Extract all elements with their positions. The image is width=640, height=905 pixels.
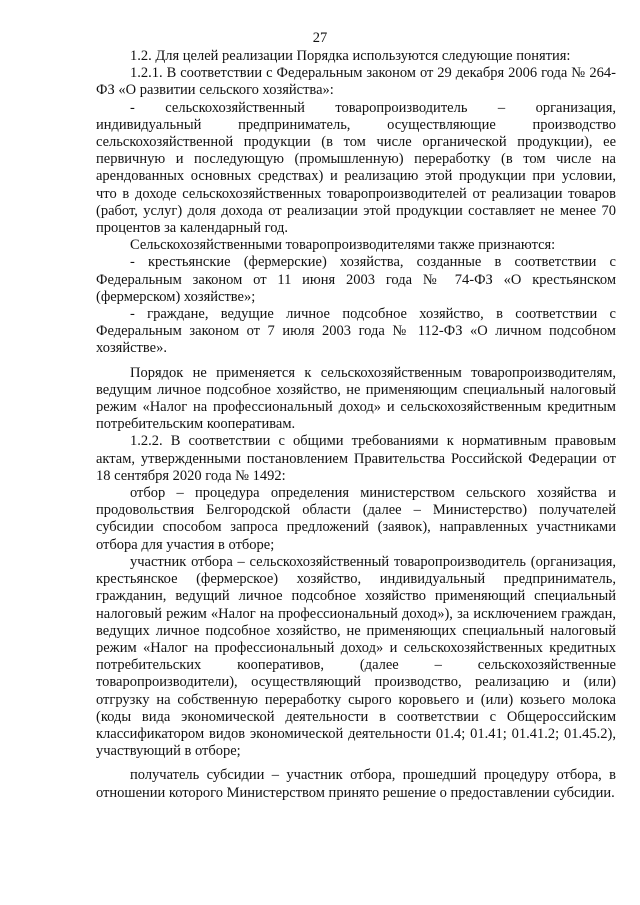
paragraph: 1.2.1. В соответствии с Федеральным законом от 29 декабря 2006 года № 264-ФЗ «О развитии сельского хозяйства»: — [96, 65, 616, 99]
document-body — [96, 48, 616, 802]
paragraph: 1.2.2. В соответствии с общими требованиями к нормативным правовым актам, утвержденными постановлением Правительства Российской Федерации от 18 сентября 2020 года № 1492: — [96, 433, 616, 484]
paragraph: отбор – процедура определения министерством сельского хозяйства и продовольствия Белгородской области (далее – Министерство) получателей субсидии способом запроса предложений (заявок), направленных участниками отбора для участия в отборе; — [96, 485, 616, 553]
paragraph: получатель субсидии – участник отбора, прошедший процедуру отбора, в отношении которого Министерством принято решение о предоставлении субсидии. — [96, 767, 616, 801]
paragraph: Сельскохозяйственными товаропроизводителями также признаются: — [130, 237, 556, 254]
paragraph: 1.2. Для целей реализации Порядка используются следующие понятия: — [130, 48, 571, 64]
page-number: 27 — [312, 30, 328, 46]
paragraph: участник отбора – сельскохозяйственный товаропроизводитель (организация, крестьянское (фермерское) хозяйство, индивидуальный предприниматель, гражданин, ведущий личное подсобное хозяйство применяющий специальный налоговый режим «Налог на профессиональный доход»), за исключением граждан, ведущих личное подсобное хозяйство, не применяющих специальный налоговый режим «Налог на профессиональный доход» и сельскохозяйственных кредитных потребительских кооперативов, (далее – сельскохозяйственные товаропроизводители), осуществляющий производство, реализацию и (или) отгрузку на собственную переработку сырого коровьего и (или) козьего молока (коды вида экономической деятельности в соответствии с Общероссийским классификатором видов экономической деятельности 01.4; 01.41; 01.41.2; 01.45.2), участвующий в отборе; — [96, 553, 616, 760]
paragraph: Порядок не применяется к сельскохозяйственным товаропроизводителям, ведущим личное подсобное хозяйство, не применяющим специальный налоговый режим «Налог на профессиональный доход» и сельскохозяйственным кредитным потребительским кооперативам. — [96, 364, 616, 433]
paragraph: - крестьянские (фермерские) хозяйства, созданные в соответствии с Федеральным законом от 11 июня 2003 года № 74-ФЗ «О крестьянском (фермерском) хозяйстве»; — [96, 254, 616, 305]
paragraph: - сельскохозяйственный товаропроизводитель – организация, индивидуальный предприниматель, осуществляющие производство сельскохозяйственной продукции (в том числе органической продукции), ее первичную и последующую (промышленную) переработку (в том числе на арендованных основных средствах) и реализацию этой продукции при условии, что в доходе сельскохозяйственных товаропроизводителей от реализации товаров (работ, услуг) доля дохода от реализации этой продукции составляет не менее 70 процентов за календарный год. — [96, 99, 616, 237]
paragraph: - граждане, ведущие личное подсобное хозяйство, в соответствии с Федеральным законом от 7 июля 2003 года № 112-ФЗ «О личном подсобном хозяйстве». — [96, 306, 616, 357]
